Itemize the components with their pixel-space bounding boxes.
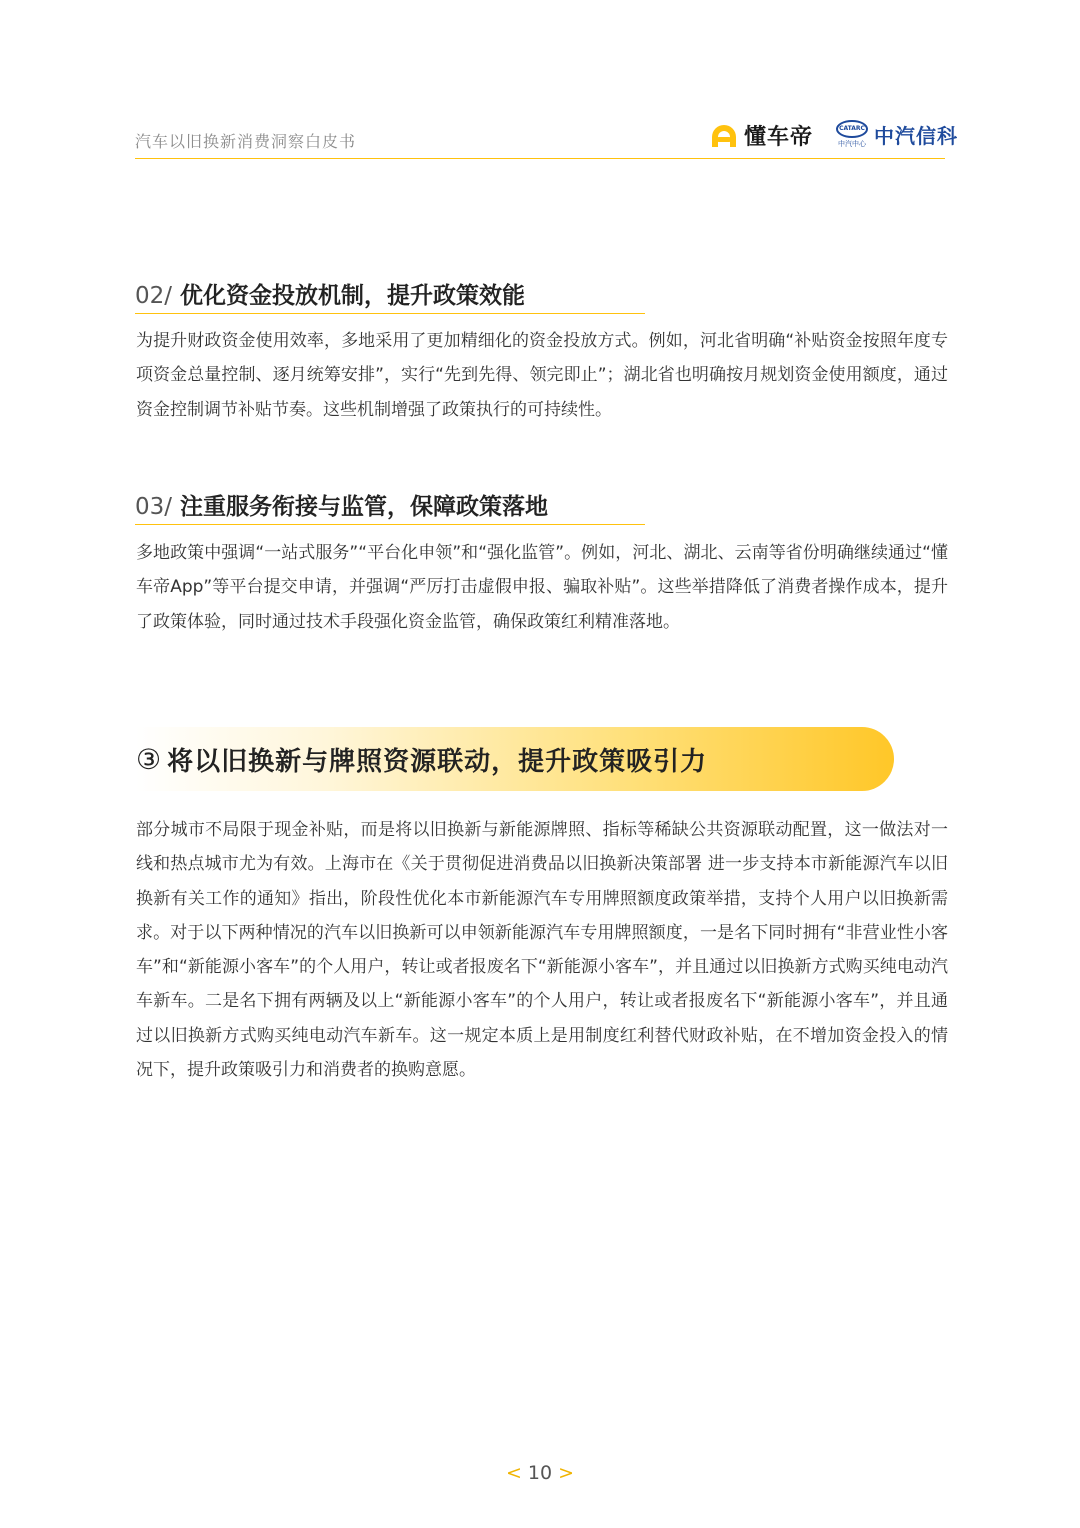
- section-03-underline: [135, 524, 645, 525]
- zqxk-logo: [836, 120, 958, 149]
- section-03-title: 注重服务衔接与监管，保障政策落地: [180, 494, 549, 520]
- header-divider: [135, 158, 945, 159]
- section-03-number: 03: [135, 494, 165, 520]
- catarc-badge-text: CATARC: [836, 120, 868, 138]
- banner-title: 将以旧换新与牌照资源联动，提升政策吸引力: [167, 746, 708, 777]
- page-number: [0, 1462, 1080, 1484]
- section-02-heading: [135, 277, 525, 310]
- section-02-slash: /: [164, 283, 173, 309]
- zqxk-logo-text: 中汽信科: [874, 124, 958, 148]
- document-title: 汽车以旧换新消费洞察白皮书: [135, 132, 357, 151]
- license-section-body: 部分城市不局限于现金补贴，而是将以旧换新与新能源牌照、指标等稀缺公共资源联动配置，这一做法对一线和热点城市尤为有效。上海市在《关于贯彻促进消费品以旧换新决策部署 进一步支持本市新能源汽车以旧换新有关工作的通知》指出，阶段性优化本市新能源汽车专用牌照额度政策举措，支持个人用户以旧换新需求。对于以下两种情况的汽车以旧换新可以申领新能源汽车专用牌照额度，一是名下同时拥有“非营业性小客车”和“新能源小客车”的个人用户，转让或者报废名下“新能源小客车”，并且通过以旧换新方式购买纯电动汽车新车。二是名下拥有两辆及以上“新能源小客车”的个人用户，转让或者报废名下“新能源小客车”，并且通过以旧换新方式购买纯电动汽车新车。这一规定本质上是用制度红利替代财政补贴，在不增加资金投入的情况下，提升政策吸引力和消费者的换购意愿。: [136, 820, 948, 1081]
- section-03-slash: /: [164, 494, 173, 520]
- dongchedi-logo-icon: [710, 123, 738, 149]
- banner-number: ③: [136, 742, 162, 776]
- section-02-title: 优化资金投放机制，提升政策效能: [180, 283, 526, 309]
- section-02-number: 02: [135, 283, 165, 309]
- chevron-right-icon: >: [558, 1462, 575, 1484]
- chevron-left-icon: <: [505, 1462, 522, 1484]
- catarc-badge-subtext: 中汽中心: [838, 140, 866, 148]
- section-03-body: 多地政策中强调“一站式服务”“平台化申领”和“强化监管”。例如，河北、湖北、云南等省份明确继续通过“懂车帝App”等平台提交申请，并强调“严厉打击虚假申报、骗取补贴”。这些举措降低了消费者操作成本，提升了政策体验，同时通过技术手段强化资金监管，确保政策红利精准落地。: [136, 543, 948, 632]
- section-02-body: 为提升财政资金使用效率，多地采用了更加精细化的资金投放方式。例如，河北省明确“补贴资金按照年度专项资金总量控制、逐月统筹安排”，实行“先到先得、领完即止”；湖北省也明确按月规划资金使用额度，通过资金控制调节补贴节奏。这些机制增强了政策执行的可持续性。: [136, 331, 948, 420]
- page-number-value: 10: [527, 1462, 553, 1484]
- dongchedi-logo-text: 懂车帝: [744, 125, 814, 150]
- catarc-badge-icon: [836, 120, 868, 149]
- dongchedi-logo: [710, 120, 813, 151]
- section-banner: [136, 727, 894, 791]
- section-02-underline: [135, 313, 645, 314]
- section-03-heading: [135, 488, 548, 521]
